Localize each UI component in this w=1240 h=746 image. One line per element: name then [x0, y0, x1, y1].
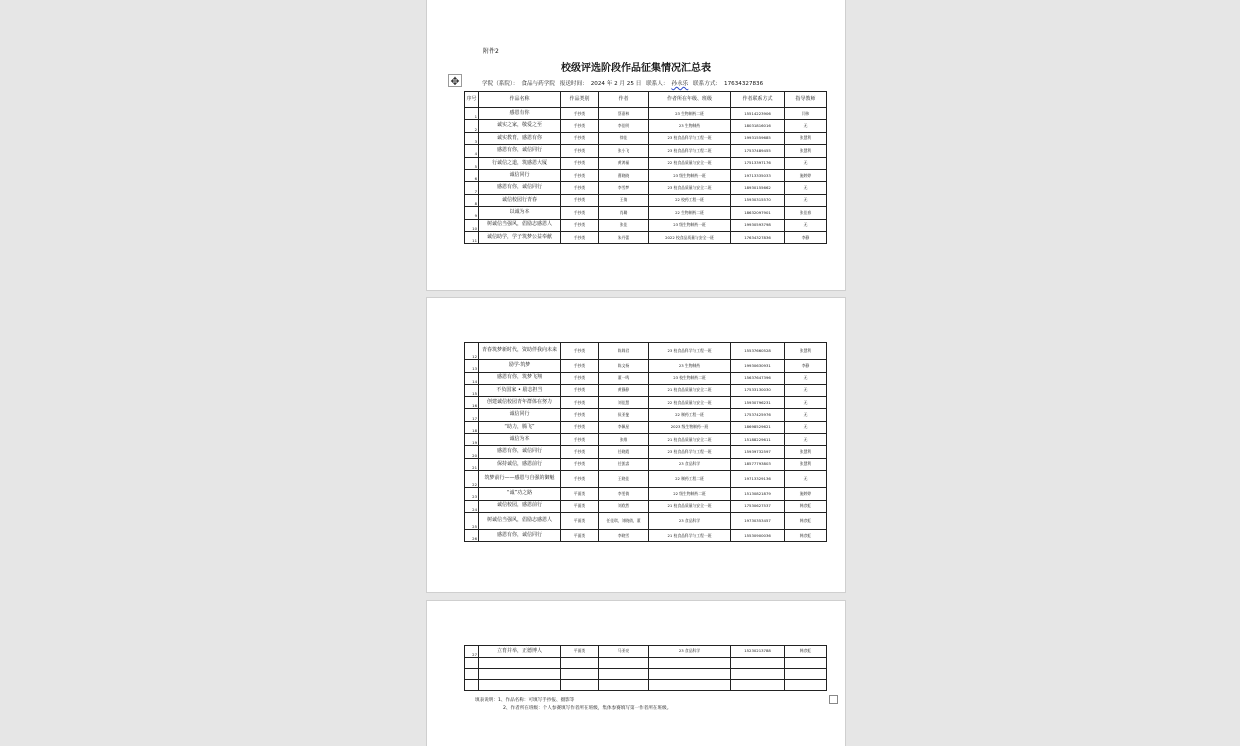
cell-type: 手抄类 [561, 108, 599, 120]
cell-phone: 18698529621 [731, 421, 785, 433]
cell-name: 以诚为本 [479, 207, 561, 219]
contact-label: 联系人： [646, 81, 669, 87]
cell-teacher: 韩彦虹 [785, 530, 827, 542]
submissions-table-page-3 [464, 645, 827, 691]
cell-teacher: 无 [785, 219, 827, 231]
empty-cell [479, 658, 561, 669]
empty-cell [785, 680, 827, 691]
table-row [465, 530, 827, 542]
cell-name: 保持诚信，感恩前行 [479, 458, 561, 470]
table-row [465, 145, 827, 157]
cell-no: 8 [465, 194, 479, 206]
cell-author: 陈文杨 [599, 360, 649, 372]
table-row [465, 512, 827, 529]
cell-phone: 15188229611 [731, 434, 785, 446]
empty-table-row [465, 658, 827, 669]
cell-name: 诚信校园行青春 [479, 194, 561, 206]
cell-author: 肖璐 [599, 207, 649, 219]
table-row [465, 421, 827, 433]
cell-grade: 21 校食品质量与安全二班 [649, 384, 731, 396]
cell-type: 手抄类 [561, 231, 599, 243]
cell-author: 马亚亮 [599, 646, 649, 658]
table-row [465, 132, 827, 144]
cell-no: 26 [465, 530, 479, 542]
document-page-1 [427, 0, 845, 290]
cell-grade: 23 生物制药 [649, 360, 731, 372]
cell-grade: 23 生物制药二班 [649, 108, 731, 120]
cell-type: 平面类 [561, 646, 599, 658]
cell-name: 树诚信当强风，倡励志感恩人 [479, 512, 561, 529]
cell-type: 平面类 [561, 530, 599, 542]
header-info [482, 79, 766, 87]
cell-teacher: 张慧利 [785, 132, 827, 144]
time-value: 2024 年 2 月 25 日 [590, 81, 642, 87]
cell-grade: 22 校食品质量与安全一班 [649, 397, 731, 409]
cell-name: “助力，腾飞” [479, 421, 561, 433]
col-header-author: 作者 [599, 92, 649, 108]
cell-phone: 17537425976 [731, 409, 785, 421]
cell-author: 张佳 [599, 219, 649, 231]
cell-grade: 23 校食品科学与工程二班 [649, 145, 731, 157]
cell-grade: 21 校食品科学与工程一班 [649, 530, 731, 542]
cell-author: 李佳明 [599, 120, 649, 132]
cell-phone: 15537660528 [731, 343, 785, 360]
col-header-teacher: 指导教师 [785, 92, 827, 108]
attachment-label: 附件2 [483, 48, 499, 55]
cell-no: 27 [465, 646, 479, 658]
cell-type: 手抄类 [561, 132, 599, 144]
cell-name: 行诚信之道，筑感恩大厦 [479, 157, 561, 169]
document-page-3 [427, 601, 845, 746]
cell-no: 15 [465, 384, 479, 396]
cell-no: 19 [465, 434, 479, 446]
cell-type: 平面类 [561, 500, 599, 512]
table-row [465, 372, 827, 384]
cell-grade: 22 校食品质量与安全一班 [649, 157, 731, 169]
cell-type: 手抄类 [561, 157, 599, 169]
cell-no: 6 [465, 169, 479, 181]
cell-teacher: 张慧利 [785, 343, 827, 360]
cell-name: 励学·筑梦 [479, 360, 561, 372]
empty-cell [649, 680, 731, 691]
cell-grade: 22 制药工程二班 [649, 470, 731, 487]
cell-no: 4 [465, 145, 479, 157]
phone-value: 17634327836 [724, 81, 764, 87]
empty-cell [465, 680, 479, 691]
cell-author: 陈姝君 [599, 343, 649, 360]
cell-phone: 19713329136 [731, 470, 785, 487]
table-row [465, 384, 827, 396]
cell-phone: 18632097901 [731, 207, 785, 219]
cell-phone: 19931559685 [731, 132, 785, 144]
cell-type: 手抄类 [561, 397, 599, 409]
cell-type: 手抄类 [561, 434, 599, 446]
cell-author: 张小飞 [599, 145, 649, 157]
table-row [465, 108, 827, 120]
cell-phone: 17513397176 [731, 157, 785, 169]
cell-teacher: 无 [785, 421, 827, 433]
table-row [465, 458, 827, 470]
cell-grade: 22 校药工程一班 [649, 194, 731, 206]
cell-grade: 23 级生物制药一班 [649, 219, 731, 231]
cell-author: 徐佳 [599, 132, 649, 144]
col-header-grade: 作者所在年级、班级 [649, 92, 731, 108]
cell-phone: 15130821879 [731, 488, 785, 500]
cell-name: 感恩有你 [479, 108, 561, 120]
submissions-table-page-1 [464, 91, 827, 244]
cell-grade: 22 生物制药二班 [649, 207, 731, 219]
cell-phone: 15930315570 [731, 194, 785, 206]
cell-author: 李雪梦 [599, 182, 649, 194]
cell-author: 黄静静 [599, 384, 649, 396]
cell-grade: 23 食品科学 [649, 458, 731, 470]
cell-no: 24 [465, 500, 479, 512]
cell-phone: 18930155662 [731, 182, 785, 194]
empty-cell [731, 680, 785, 691]
col-header-no: 序号 [465, 92, 479, 108]
college-value: 食品与药学院 [521, 81, 555, 87]
cell-type: 手抄类 [561, 384, 599, 396]
cell-phone: 15230213788 [731, 646, 785, 658]
cell-no: 5 [465, 157, 479, 169]
cell-author: 刘佳慧 [599, 397, 649, 409]
cell-teacher: 张慧利 [785, 458, 827, 470]
cell-type: 手抄类 [561, 120, 599, 132]
cell-grade: 22 制药工程一班 [649, 409, 731, 421]
cell-no: 11 [465, 231, 479, 243]
cell-name: 感恩有你，诚信同行 [479, 182, 561, 194]
cell-type: 手抄类 [561, 343, 599, 360]
cell-grade: 23 校食品科学与工程一班 [649, 343, 731, 360]
table-row [465, 194, 827, 206]
empty-cell [649, 669, 731, 680]
cell-type: 手抄类 [561, 372, 599, 384]
table-row [465, 446, 827, 458]
table-row [465, 343, 827, 360]
cell-teacher: 张佳春 [785, 207, 827, 219]
cell-no: 21 [465, 458, 479, 470]
table-row [465, 470, 827, 487]
cell-no: 23 [465, 488, 479, 500]
cell-no: 16 [465, 397, 479, 409]
table-row [465, 434, 827, 446]
cell-teacher: 无 [785, 434, 827, 446]
cell-no: 10 [465, 219, 479, 231]
empty-cell [599, 658, 649, 669]
cell-phone: 15530900036 [731, 530, 785, 542]
table-move-handle[interactable]: ✥ [448, 74, 462, 87]
cell-author: 李佩星 [599, 421, 649, 433]
cell-author: 黄鸿福 [599, 157, 649, 169]
cell-no: 22 [465, 470, 479, 487]
cell-phone: 19930630931 [731, 360, 785, 372]
cell-type: 平面类 [561, 512, 599, 529]
table-row [465, 409, 827, 421]
cell-name: 诚信为本 [479, 434, 561, 446]
cell-grade: 22 级生物制药二班 [649, 488, 731, 500]
cell-name: 诚信同行 [479, 169, 561, 181]
col-header-name: 作品名称 [479, 92, 561, 108]
cell-no: 13 [465, 360, 479, 372]
cell-teacher: 无 [785, 372, 827, 384]
cell-teacher: 无 [785, 409, 827, 421]
cell-author: 任晓霞 [599, 446, 649, 458]
cell-name: 立育并举，正德博人 [479, 646, 561, 658]
cell-type: 手抄类 [561, 409, 599, 421]
table-row [465, 169, 827, 181]
empty-cell [731, 658, 785, 669]
cell-phone: 18577793803 [731, 458, 785, 470]
cell-teacher: 韩彦虹 [785, 646, 827, 658]
cell-author: 任佳琪，刘晓倩，董 [599, 512, 649, 529]
cell-name: 不负国家 • 励志担当 [479, 384, 561, 396]
cell-phone: 17634327836 [731, 231, 785, 243]
col-header-type: 作品类别 [561, 92, 599, 108]
cell-author: 朱丹蕾 [599, 231, 649, 243]
empty-cell [599, 680, 649, 691]
cell-type: 手抄类 [561, 219, 599, 231]
cell-author: 任凯睿 [599, 458, 649, 470]
cell-name: 诚信校园，感恩前行 [479, 500, 561, 512]
cell-name: 感恩有你，诚信同行 [479, 446, 561, 458]
cell-teacher: 无 [785, 397, 827, 409]
cell-name: 诚信助学，学子筑梦公益奉献 [479, 231, 561, 243]
table-row [465, 488, 827, 500]
cell-name: 感恩有你，诚信同行 [479, 530, 561, 542]
cell-name: 创建诚信校园青年群体在努力 [479, 397, 561, 409]
cell-type: 手抄类 [561, 194, 599, 206]
cell-author: 张维 [599, 434, 649, 446]
college-label: 学院（系院）： [482, 81, 519, 87]
cell-author: 王晓佳 [599, 470, 649, 487]
cell-grade: 23 级生物制药一班 [649, 169, 731, 181]
table-row [465, 207, 827, 219]
empty-cell [599, 669, 649, 680]
cell-grade: 23 生物制药 [649, 120, 731, 132]
cell-phone: 15637647396 [731, 372, 785, 384]
cell-no: 7 [465, 182, 479, 194]
submissions-table-page-2 [464, 342, 827, 542]
cell-no: 18 [465, 421, 479, 433]
cell-author: 侯亚斐 [599, 409, 649, 421]
cell-no: 1 [465, 108, 479, 120]
table-row [465, 157, 827, 169]
empty-cell [561, 658, 599, 669]
table-row [465, 182, 827, 194]
cell-type: 手抄类 [561, 360, 599, 372]
cell-grade: 23 校食品质量与安全二班 [649, 182, 731, 194]
cell-author: 蔡嘉林 [599, 108, 649, 120]
table-row [465, 646, 827, 658]
table-row [465, 500, 827, 512]
cell-phone: 19930593798 [731, 219, 785, 231]
table-header-row [465, 92, 827, 108]
empty-cell [465, 669, 479, 680]
cell-phone: 17533130030 [731, 384, 785, 396]
cell-grade: 23 校生物制药二班 [649, 372, 731, 384]
cell-teacher: 无 [785, 157, 827, 169]
table-row [465, 231, 827, 243]
cell-name: 感恩有你，筑梦飞翔 [479, 372, 561, 384]
empty-cell [649, 658, 731, 669]
cell-name: 诚实之家，敬爱之至 [479, 120, 561, 132]
cell-phone: 18031816016 [731, 120, 785, 132]
cell-teacher: 李静 [785, 360, 827, 372]
cell-teacher: 无 [785, 384, 827, 396]
instruction-line-1: 填表说明：1、作品名称：可填写手抄报、摄影等 [475, 698, 575, 703]
cell-name: 树诚信当强风，倡励志感恩人 [479, 219, 561, 231]
cell-author: 刘欣然 [599, 500, 649, 512]
cell-grade: 21 校食品质量与安全二班 [649, 434, 731, 446]
cell-author: 董一鸣 [599, 372, 649, 384]
time-label: 报送时间： [559, 81, 588, 87]
cell-teacher: 张慧利 [785, 446, 827, 458]
cell-name: 青春筑梦新时代，资助伴我向未来 [479, 343, 561, 360]
fill-instructions [475, 697, 671, 713]
cell-grade: 2023 级生物制药一班 [649, 421, 731, 433]
cell-grade: 23 食品科学 [649, 512, 731, 529]
empty-table-row [465, 669, 827, 680]
empty-cell [561, 680, 599, 691]
cell-type: 手抄类 [561, 169, 599, 181]
table-row [465, 360, 827, 372]
cell-no: 3 [465, 132, 479, 144]
cell-teacher: 韩彦虹 [785, 500, 827, 512]
cell-teacher: 施婷婷 [785, 169, 827, 181]
cell-author: 王倩 [599, 194, 649, 206]
cell-type: 手抄类 [561, 421, 599, 433]
cell-phone: 15939732597 [731, 446, 785, 458]
cell-type: 手抄类 [561, 458, 599, 470]
cell-type: 平面类 [561, 488, 599, 500]
cell-grade: 23 校食品科学与工程一班 [649, 132, 731, 144]
document-page-2 [427, 298, 845, 592]
empty-cell [561, 669, 599, 680]
cell-type: 手抄类 [561, 470, 599, 487]
cell-teacher: 施婷婷 [785, 488, 827, 500]
cell-name: “诚”功之路 [479, 488, 561, 500]
cell-type: 手抄类 [561, 145, 599, 157]
cell-no: 2 [465, 120, 479, 132]
cell-author: 曹晓晓 [599, 169, 649, 181]
cell-phone: 15930796231 [731, 397, 785, 409]
cell-grade: 23 食品科学 [649, 646, 731, 658]
cell-grade: 2022 校食品质量与安全一班 [649, 231, 731, 243]
instruction-line-2: 2、作者所在班级：个人参赛填写作者所在班级，集体参赛填写第一作者所在班级。 [503, 706, 672, 711]
table-row [465, 397, 827, 409]
cell-teacher: 无 [785, 182, 827, 194]
cell-type: 手抄类 [561, 446, 599, 458]
cell-teacher: 李静 [785, 231, 827, 243]
col-header-phone: 作者联系方式 [731, 92, 785, 108]
empty-cell [785, 658, 827, 669]
cell-phone: 17537489455 [731, 145, 785, 157]
cell-teacher: 无 [785, 194, 827, 206]
cell-type: 手抄类 [561, 207, 599, 219]
table-row [465, 219, 827, 231]
cell-phone: 17530627537 [731, 500, 785, 512]
phone-label: 联系方式： [693, 81, 722, 87]
cell-grade: 23 校食品科学与工程一班 [649, 446, 731, 458]
cell-phone: 15514223906 [731, 108, 785, 120]
cell-no: 25 [465, 512, 479, 529]
cell-no: 14 [465, 372, 479, 384]
cell-phone: 19713335033 [731, 169, 785, 181]
empty-cell [479, 680, 561, 691]
empty-cell [785, 669, 827, 680]
cell-grade: 21 校食品质量与安全一班 [649, 500, 731, 512]
cell-teacher: 无 [785, 120, 827, 132]
cell-type: 手抄类 [561, 182, 599, 194]
contact-value: 孙永乐 [671, 81, 689, 87]
cell-name: 感恩有你，诚信同行 [479, 145, 561, 157]
empty-cell [479, 669, 561, 680]
cell-teacher: 闫伟 [785, 108, 827, 120]
empty-cell [465, 658, 479, 669]
cell-no: 12 [465, 343, 479, 360]
cell-name: 诚信同行 [479, 409, 561, 421]
cell-name: 筑梦前行——感恩与自强的御魁 [479, 470, 561, 487]
cell-phone: 19730353457 [731, 512, 785, 529]
cell-teacher: 韩彦虹 [785, 512, 827, 529]
checkbox-icon[interactable] [829, 695, 838, 704]
cell-author: 李晓雪 [599, 530, 649, 542]
cell-teacher: 张慧利 [785, 145, 827, 157]
table-row [465, 120, 827, 132]
cell-author: 李雯倩 [599, 488, 649, 500]
cell-no: 20 [465, 446, 479, 458]
document-title: 校级评选阶段作品征集情况汇总表 [561, 63, 711, 74]
cell-name: 诚实教育，感恩有你 [479, 132, 561, 144]
cell-teacher: 无 [785, 470, 827, 487]
cell-no: 17 [465, 409, 479, 421]
cell-no: 9 [465, 207, 479, 219]
empty-cell [731, 669, 785, 680]
empty-table-row [465, 680, 827, 691]
